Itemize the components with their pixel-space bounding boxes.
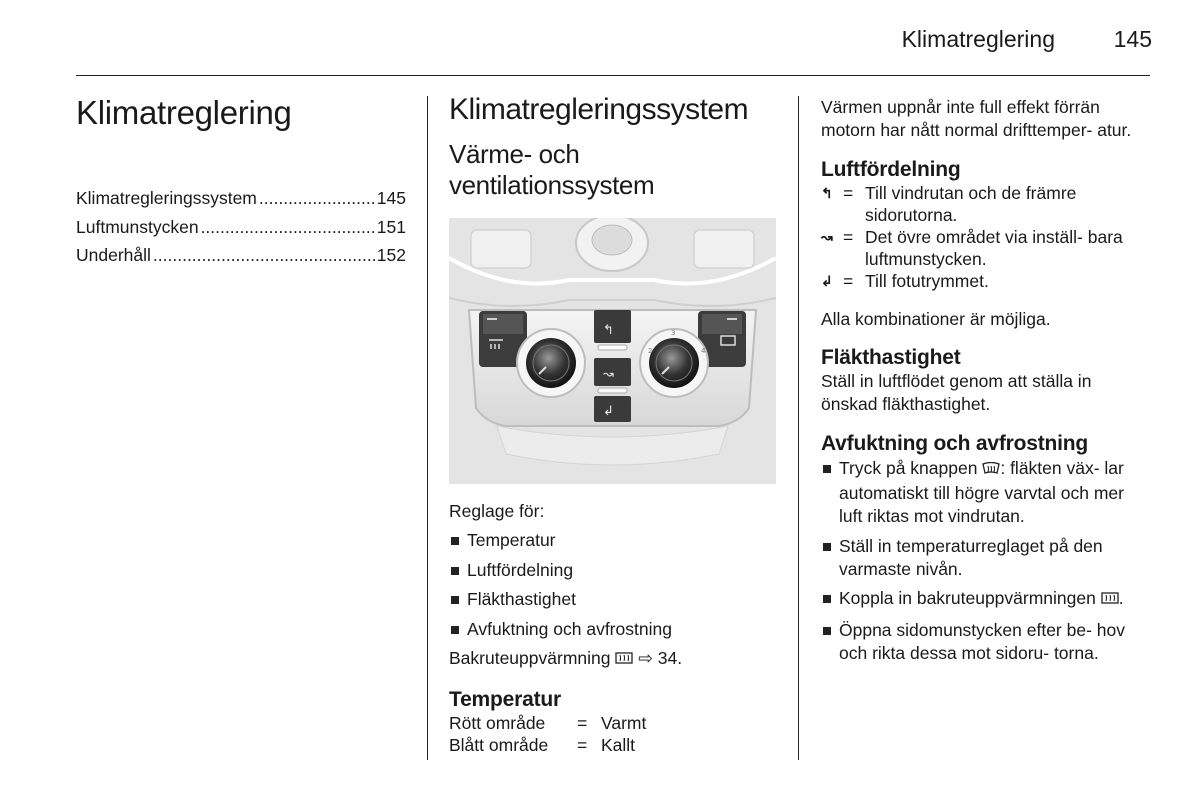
fan-speed-heading: Fläkthastighet [821,346,961,369]
section-heading-block [449,93,777,201]
distribution-text: Till fotutrymmet. [865,271,989,291]
svg-text:4: 4 [701,347,706,355]
page-number: 145 [1113,26,1152,52]
toc-entry-page: 151 [376,216,406,237]
intro-paragraph: Värmen uppnår inte full effekt förrän motorn har nått normal drifttemper- atur. [821,97,1132,140]
defrost-windshield-icon [982,459,1000,482]
rear-window-heating-icon [615,649,633,672]
right-column [821,96,1151,671]
svg-text:3: 3 [671,329,676,337]
footwell-airflow-icon: ↲ [821,273,833,289]
page-reference-arrow-icon[interactable]: ⇨ [638,648,653,668]
svg-text:2: 2 [648,347,653,355]
defrost-step-text: Tryck på knappen [839,458,978,478]
chapter-title: Klimatreglering [76,94,292,131]
list-item: Temperatur [449,529,779,552]
svg-text:↲: ↲ [603,404,614,419]
rear-window-heating-icon [1101,589,1119,612]
column-divider-2 [798,96,799,760]
list-item: Luftfördelning [449,559,779,582]
rear-heating-page-ref[interactable]: 34. [657,648,683,668]
list-item: Ställ in temperaturreglaget på den varmaste nivån. [821,535,1151,581]
distribution-text: Det övre området via inställ- bara luftmunstycken. [865,227,1123,269]
toc-entry[interactable] [76,213,406,242]
temperature-row-label: Rött område [449,713,546,733]
climate-control-panel-image [449,218,776,484]
list-item: Avfuktning och avfrostning [449,618,779,641]
list-item: Öppna sidomunstycken efter be- hov och rikta dessa mot sidoru- torna. [821,619,1139,665]
temperature-row-value: Varmt [601,713,647,733]
temperature-row-value: Kallt [601,735,636,755]
table-of-contents [76,184,406,270]
chapter-column [76,94,406,270]
temperature-row-label: Blått område [449,735,549,755]
toc-entry[interactable] [76,241,406,270]
controls-intro: Reglage för: [449,501,545,521]
upper-airflow-icon: ↝ [821,229,833,245]
toc-entry-page: 152 [376,245,406,265]
toc-entry-label: Luftmunstycken [76,216,199,237]
rear-heating-line [449,647,779,672]
list-item [821,270,1151,292]
air-distribution-list [821,182,1151,292]
distribution-eq: = [843,183,854,203]
list-item: Fläkthastighet [449,588,779,611]
svg-text:↰: ↰ [603,323,614,338]
control-panel-illustration [449,218,776,484]
toc-leader [201,213,375,242]
column-divider-1 [427,96,428,760]
header-divider [76,75,1150,76]
section-subtitle: Värme- och ventilationssystem [449,139,655,200]
distribution-eq: = [843,271,854,291]
toc-entry-page: 145 [376,188,406,208]
distribution-eq: = [843,227,854,247]
toc-leader [259,184,375,213]
toc-entry-label: Klimatregleringssystem [76,188,257,208]
combinations-note: Alla kombinationer är möjliga. [821,309,1051,329]
defrost-step-text: Koppla in bakruteuppvärmningen [839,588,1096,608]
fan-speed-text: Ställ in luftflödet genom att ställa in önskad fläkthastighet. [821,371,1092,414]
list-item [821,182,1151,226]
temperature-table [449,712,779,756]
controls-section [449,500,779,756]
defrost-heading: Avfuktning och avfrostning [821,432,1089,455]
temperature-row-eq: = [577,735,588,755]
svg-text:↝: ↝ [603,367,614,382]
list-item [821,457,1151,528]
running-header-title: Klimatreglering [901,26,1055,52]
defrost-list [821,457,1151,665]
temperature-row-eq: = [577,713,588,733]
defrost-step-end: . [1118,588,1124,608]
defrost-step-text: : fläkten väx- lar automatiskt till högre varvtal och mer luft riktas mot vindrutan. [839,458,1124,526]
toc-entry-label: Underhåll [76,245,151,265]
windshield-airflow-icon: ↰ [821,185,833,201]
toc-leader [153,241,375,270]
distribution-text: Till vindrutan och de främre sidorutorna. [865,183,1077,225]
temperature-heading: Temperatur [449,688,561,711]
rear-heating-text: Bakruteuppvärmning [449,648,611,668]
air-distribution-heading: Luftfördelning [821,158,961,181]
controls-list [449,529,779,641]
list-item [821,226,1151,270]
section-title: Klimatregleringssystem [449,93,749,126]
list-item [821,587,1151,612]
toc-entry[interactable] [76,184,406,213]
